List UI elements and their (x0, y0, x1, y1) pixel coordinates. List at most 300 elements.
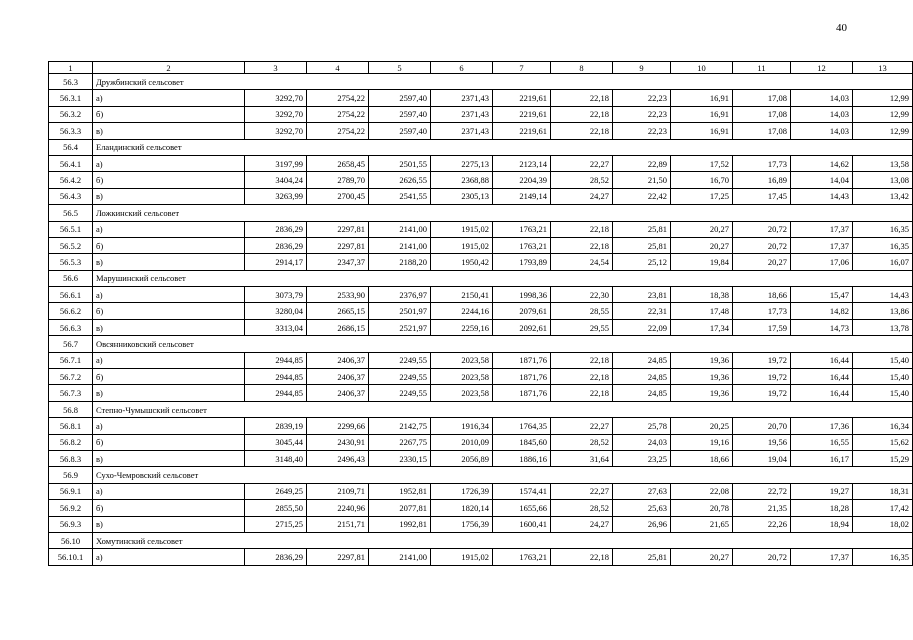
table-row (49, 123, 913, 139)
value-cell: 19,27 (791, 483, 853, 499)
value-cell: 16,44 (791, 352, 853, 368)
header-cell: 11 (733, 62, 791, 74)
value-cell: 16,44 (791, 385, 853, 401)
value-cell: 2219,61 (493, 90, 551, 106)
value-cell: 2142,75 (369, 418, 431, 434)
value-cell: 17,73 (733, 155, 791, 171)
value-cell: 2297,81 (307, 221, 369, 237)
value-cell: 16,55 (791, 434, 853, 450)
value-cell: 17,34 (671, 319, 733, 335)
value-cell: 2406,37 (307, 385, 369, 401)
value-cell: 2259,16 (431, 319, 493, 335)
value-cell: 16,44 (791, 369, 853, 385)
value-cell: 19,36 (671, 352, 733, 368)
value-cell: 28,52 (551, 434, 613, 450)
value-cell: 2267,75 (369, 434, 431, 450)
value-cell: 18,94 (791, 516, 853, 532)
header-cell: 2 (93, 62, 245, 74)
value-cell: 17,08 (733, 90, 791, 106)
value-cell: 2754,22 (307, 90, 369, 106)
section-row (49, 139, 913, 155)
value-cell: 2597,40 (369, 106, 431, 122)
row-letter: в) (93, 450, 245, 466)
value-cell: 14,03 (791, 106, 853, 122)
value-cell: 14,43 (853, 287, 913, 303)
value-cell: 3197,99 (245, 155, 307, 171)
value-cell: 2371,43 (431, 106, 493, 122)
row-code: 56.5.2 (49, 237, 93, 253)
table-row (49, 483, 913, 499)
value-cell: 25,81 (613, 549, 671, 565)
section-code: 56.10 (49, 532, 93, 548)
table-row (49, 237, 913, 253)
value-cell: 3292,70 (245, 90, 307, 106)
row-letter: б) (93, 237, 245, 253)
value-cell: 12,99 (853, 106, 913, 122)
section-row (49, 336, 913, 352)
value-cell: 19,84 (671, 254, 733, 270)
value-cell: 2249,55 (369, 369, 431, 385)
row-letter: в) (93, 123, 245, 139)
value-cell: 2240,96 (307, 500, 369, 516)
section-code: 56.6 (49, 270, 93, 286)
value-cell: 19,16 (671, 434, 733, 450)
row-letter: в) (93, 319, 245, 335)
value-cell: 14,43 (791, 188, 853, 204)
value-cell: 1871,76 (493, 352, 551, 368)
value-cell: 2092,61 (493, 319, 551, 335)
value-cell: 2430,91 (307, 434, 369, 450)
value-cell: 18,28 (791, 500, 853, 516)
value-cell: 3263,99 (245, 188, 307, 204)
value-cell: 15,40 (853, 385, 913, 401)
value-cell: 22,72 (733, 483, 791, 499)
value-cell: 24,85 (613, 352, 671, 368)
table-row (49, 172, 913, 188)
section-row (49, 467, 913, 483)
value-cell: 2188,20 (369, 254, 431, 270)
value-cell: 22,23 (613, 90, 671, 106)
header-cell: 3 (245, 62, 307, 74)
value-cell: 2305,13 (431, 188, 493, 204)
value-cell: 15,40 (853, 369, 913, 385)
value-cell: 24,85 (613, 369, 671, 385)
value-cell: 2836,29 (245, 221, 307, 237)
header-cell: 6 (431, 62, 493, 74)
value-cell: 20,72 (733, 237, 791, 253)
value-cell: 2023,58 (431, 385, 493, 401)
value-cell: 19,36 (671, 385, 733, 401)
row-code: 56.7.1 (49, 352, 93, 368)
value-cell: 2501,55 (369, 155, 431, 171)
value-cell: 1871,76 (493, 369, 551, 385)
header-row (49, 62, 913, 74)
row-letter: а) (93, 155, 245, 171)
value-cell: 16,35 (853, 237, 913, 253)
value-cell: 17,42 (853, 500, 913, 516)
row-letter: а) (93, 483, 245, 499)
section-code: 56.3 (49, 74, 93, 90)
value-cell: 14,04 (791, 172, 853, 188)
value-cell: 2347,37 (307, 254, 369, 270)
value-cell: 2533,90 (307, 287, 369, 303)
value-cell: 14,03 (791, 123, 853, 139)
row-code: 56.3.3 (49, 123, 93, 139)
row-letter: в) (93, 385, 245, 401)
row-letter: б) (93, 434, 245, 450)
value-cell: 22,23 (613, 123, 671, 139)
table-row (49, 287, 913, 303)
value-cell: 12,99 (853, 90, 913, 106)
value-cell: 15,29 (853, 450, 913, 466)
value-cell: 2249,55 (369, 352, 431, 368)
value-cell: 19,72 (733, 369, 791, 385)
value-cell: 17,59 (733, 319, 791, 335)
table-row (49, 303, 913, 319)
value-cell: 18,31 (853, 483, 913, 499)
value-cell: 2371,43 (431, 123, 493, 139)
value-cell: 22,23 (613, 106, 671, 122)
table-row (49, 352, 913, 368)
row-letter: а) (93, 549, 245, 565)
row-code: 56.3.1 (49, 90, 93, 106)
value-cell: 2299,66 (307, 418, 369, 434)
table-row (49, 254, 913, 270)
row-letter: а) (93, 352, 245, 368)
value-cell: 16,17 (791, 450, 853, 466)
value-cell: 2371,43 (431, 90, 493, 106)
table-row (49, 434, 913, 450)
value-cell: 13,58 (853, 155, 913, 171)
header-cell: 12 (791, 62, 853, 74)
section-title: Хомутинский сельсовет (93, 532, 913, 548)
value-cell: 20,27 (671, 221, 733, 237)
value-cell: 16,35 (853, 549, 913, 565)
value-cell: 2914,17 (245, 254, 307, 270)
value-cell: 2597,40 (369, 123, 431, 139)
table-row (49, 106, 913, 122)
row-code: 56.7.2 (49, 369, 93, 385)
value-cell: 2023,58 (431, 352, 493, 368)
value-cell: 16,91 (671, 123, 733, 139)
value-cell: 13,86 (853, 303, 913, 319)
value-cell: 2204,39 (493, 172, 551, 188)
value-cell: 24,54 (551, 254, 613, 270)
row-code: 56.6.1 (49, 287, 93, 303)
value-cell: 21,50 (613, 172, 671, 188)
value-cell: 2141,00 (369, 549, 431, 565)
value-cell: 16,89 (733, 172, 791, 188)
row-code: 56.4.1 (49, 155, 93, 171)
value-cell: 20,25 (671, 418, 733, 434)
header-cell: 1 (49, 62, 93, 74)
row-code: 56.8.3 (49, 450, 93, 466)
value-cell: 17,37 (791, 237, 853, 253)
value-cell: 2141,00 (369, 237, 431, 253)
value-cell: 2010,09 (431, 434, 493, 450)
section-title: Степно-Чумышский сельсовет (93, 401, 913, 417)
value-cell: 3292,70 (245, 106, 307, 122)
header-cell: 7 (493, 62, 551, 74)
value-cell: 2376,97 (369, 287, 431, 303)
value-cell: 31,64 (551, 450, 613, 466)
value-cell: 20,70 (733, 418, 791, 434)
value-cell: 14,73 (791, 319, 853, 335)
value-cell: 15,62 (853, 434, 913, 450)
value-cell: 2836,29 (245, 549, 307, 565)
value-cell: 1915,02 (431, 549, 493, 565)
row-code: 56.9.2 (49, 500, 93, 516)
value-cell: 17,08 (733, 123, 791, 139)
value-cell: 17,06 (791, 254, 853, 270)
value-cell: 22,27 (551, 418, 613, 434)
value-cell: 2665,15 (307, 303, 369, 319)
value-cell: 2406,37 (307, 352, 369, 368)
value-cell: 25,78 (613, 418, 671, 434)
section-row (49, 74, 913, 90)
value-cell: 2219,61 (493, 106, 551, 122)
value-cell: 17,52 (671, 155, 733, 171)
value-cell: 25,63 (613, 500, 671, 516)
value-cell: 24,27 (551, 516, 613, 532)
value-cell: 2406,37 (307, 369, 369, 385)
value-cell: 1763,21 (493, 221, 551, 237)
value-cell: 2521,97 (369, 319, 431, 335)
section-row (49, 401, 913, 417)
row-letter: а) (93, 418, 245, 434)
value-cell: 2658,45 (307, 155, 369, 171)
value-cell: 2244,16 (431, 303, 493, 319)
value-cell: 2700,45 (307, 188, 369, 204)
header-cell: 13 (853, 62, 913, 74)
value-cell: 24,85 (613, 385, 671, 401)
value-cell: 2789,70 (307, 172, 369, 188)
row-code: 56.8.2 (49, 434, 93, 450)
value-cell: 28,52 (551, 500, 613, 516)
value-cell: 1915,02 (431, 237, 493, 253)
value-cell: 22,42 (613, 188, 671, 204)
row-code: 56.6.2 (49, 303, 93, 319)
value-cell: 24,27 (551, 188, 613, 204)
value-cell: 2754,22 (307, 106, 369, 122)
value-cell: 2141,00 (369, 221, 431, 237)
value-cell: 26,96 (613, 516, 671, 532)
row-letter: а) (93, 287, 245, 303)
value-cell: 2715,25 (245, 516, 307, 532)
value-cell: 1763,21 (493, 549, 551, 565)
value-cell: 2944,85 (245, 385, 307, 401)
value-cell: 1915,02 (431, 221, 493, 237)
value-cell: 23,25 (613, 450, 671, 466)
value-cell: 3073,79 (245, 287, 307, 303)
table-row (49, 549, 913, 565)
value-cell: 1845,60 (493, 434, 551, 450)
value-cell: 13,08 (853, 172, 913, 188)
table-row (49, 450, 913, 466)
value-cell: 17,25 (671, 188, 733, 204)
value-cell: 19,36 (671, 369, 733, 385)
row-code: 56.4.3 (49, 188, 93, 204)
value-cell: 17,36 (791, 418, 853, 434)
value-cell: 1992,81 (369, 516, 431, 532)
value-cell: 22,08 (671, 483, 733, 499)
value-cell: 2297,81 (307, 549, 369, 565)
section-row (49, 205, 913, 221)
section-title: Сухо-Чемровский сельсовет (93, 467, 913, 483)
value-cell: 27,63 (613, 483, 671, 499)
section-code: 56.5 (49, 205, 93, 221)
value-cell: 1600,41 (493, 516, 551, 532)
value-cell: 2754,22 (307, 123, 369, 139)
row-letter: б) (93, 303, 245, 319)
value-cell: 2597,40 (369, 90, 431, 106)
section-title: Еландинский сельсовет (93, 139, 913, 155)
row-code: 56.9.3 (49, 516, 93, 532)
value-cell: 22,27 (551, 483, 613, 499)
value-cell: 17,08 (733, 106, 791, 122)
value-cell: 22,26 (733, 516, 791, 532)
value-cell: 2150,41 (431, 287, 493, 303)
value-cell: 2496,43 (307, 450, 369, 466)
value-cell: 16,35 (853, 221, 913, 237)
row-letter: а) (93, 221, 245, 237)
section-code: 56.9 (49, 467, 93, 483)
value-cell: 20,27 (671, 549, 733, 565)
table-row (49, 90, 913, 106)
value-cell: 16,07 (853, 254, 913, 270)
row-letter: в) (93, 188, 245, 204)
value-cell: 1764,35 (493, 418, 551, 434)
value-cell: 3292,70 (245, 123, 307, 139)
value-cell: 17,37 (791, 221, 853, 237)
row-letter: в) (93, 254, 245, 270)
value-cell: 2944,85 (245, 352, 307, 368)
value-cell: 3313,04 (245, 319, 307, 335)
row-code: 56.7.3 (49, 385, 93, 401)
value-cell: 17,37 (791, 549, 853, 565)
value-cell: 2944,85 (245, 369, 307, 385)
value-cell: 28,55 (551, 303, 613, 319)
table-row (49, 385, 913, 401)
value-cell: 18,66 (671, 450, 733, 466)
value-cell: 3148,40 (245, 450, 307, 466)
value-cell: 2541,55 (369, 188, 431, 204)
value-cell: 16,91 (671, 90, 733, 106)
row-letter: б) (93, 172, 245, 188)
value-cell: 2077,81 (369, 500, 431, 516)
value-cell: 20,27 (733, 254, 791, 270)
header-cell: 9 (613, 62, 671, 74)
section-code: 56.4 (49, 139, 93, 155)
value-cell: 2501,97 (369, 303, 431, 319)
value-cell: 3045,44 (245, 434, 307, 450)
table-row (49, 369, 913, 385)
row-code: 56.4.2 (49, 172, 93, 188)
section-title: Дружбинский сельсовет (93, 74, 913, 90)
value-cell: 1950,42 (431, 254, 493, 270)
value-cell: 22,18 (551, 369, 613, 385)
value-cell: 2275,13 (431, 155, 493, 171)
table-row (49, 188, 913, 204)
value-cell: 2123,14 (493, 155, 551, 171)
value-cell: 12,99 (853, 123, 913, 139)
value-cell: 2839,19 (245, 418, 307, 434)
value-cell: 19,04 (733, 450, 791, 466)
value-cell: 29,55 (551, 319, 613, 335)
value-cell: 2249,55 (369, 385, 431, 401)
value-cell: 22,09 (613, 319, 671, 335)
value-cell: 24,03 (613, 434, 671, 450)
section-row (49, 532, 913, 548)
row-letter: а) (93, 90, 245, 106)
row-code: 56.8.1 (49, 418, 93, 434)
value-cell: 1998,36 (493, 287, 551, 303)
section-code: 56.8 (49, 401, 93, 417)
table-row (49, 319, 913, 335)
value-cell: 18,38 (671, 287, 733, 303)
table-row (49, 155, 913, 171)
value-cell: 2368,88 (431, 172, 493, 188)
value-cell: 25,12 (613, 254, 671, 270)
value-cell: 1756,39 (431, 516, 493, 532)
value-cell: 2686,15 (307, 319, 369, 335)
value-cell: 1793,89 (493, 254, 551, 270)
value-cell: 2649,25 (245, 483, 307, 499)
value-cell: 2219,61 (493, 123, 551, 139)
value-cell: 22,27 (551, 155, 613, 171)
value-cell: 1763,21 (493, 237, 551, 253)
row-code: 56.5.1 (49, 221, 93, 237)
row-letter: в) (93, 516, 245, 532)
value-cell: 2151,71 (307, 516, 369, 532)
value-cell: 22,89 (613, 155, 671, 171)
value-cell: 22,31 (613, 303, 671, 319)
value-cell: 16,34 (853, 418, 913, 434)
value-cell: 18,02 (853, 516, 913, 532)
page-number: 40 (836, 22, 847, 34)
header-cell: 8 (551, 62, 613, 74)
value-cell: 3404,24 (245, 172, 307, 188)
value-cell: 17,48 (671, 303, 733, 319)
value-cell: 25,81 (613, 237, 671, 253)
value-cell: 14,03 (791, 90, 853, 106)
value-cell: 1916,34 (431, 418, 493, 434)
value-cell: 13,42 (853, 188, 913, 204)
value-cell: 3280,04 (245, 303, 307, 319)
section-row (49, 270, 913, 286)
section-code: 56.7 (49, 336, 93, 352)
value-cell: 1886,16 (493, 450, 551, 466)
value-cell: 20,72 (733, 221, 791, 237)
header-cell: 10 (671, 62, 733, 74)
value-cell: 1871,76 (493, 385, 551, 401)
value-cell: 25,81 (613, 221, 671, 237)
value-cell: 22,18 (551, 237, 613, 253)
row-letter: б) (93, 369, 245, 385)
value-cell: 2056,89 (431, 450, 493, 466)
value-cell: 22,18 (551, 352, 613, 368)
value-cell: 15,47 (791, 287, 853, 303)
row-letter: б) (93, 106, 245, 122)
value-cell: 22,30 (551, 287, 613, 303)
value-cell: 18,66 (733, 287, 791, 303)
value-cell: 2149,14 (493, 188, 551, 204)
row-code: 56.10.1 (49, 549, 93, 565)
value-cell: 14,82 (791, 303, 853, 319)
value-cell: 14,62 (791, 155, 853, 171)
value-cell: 15,40 (853, 352, 913, 368)
table-row (49, 418, 913, 434)
